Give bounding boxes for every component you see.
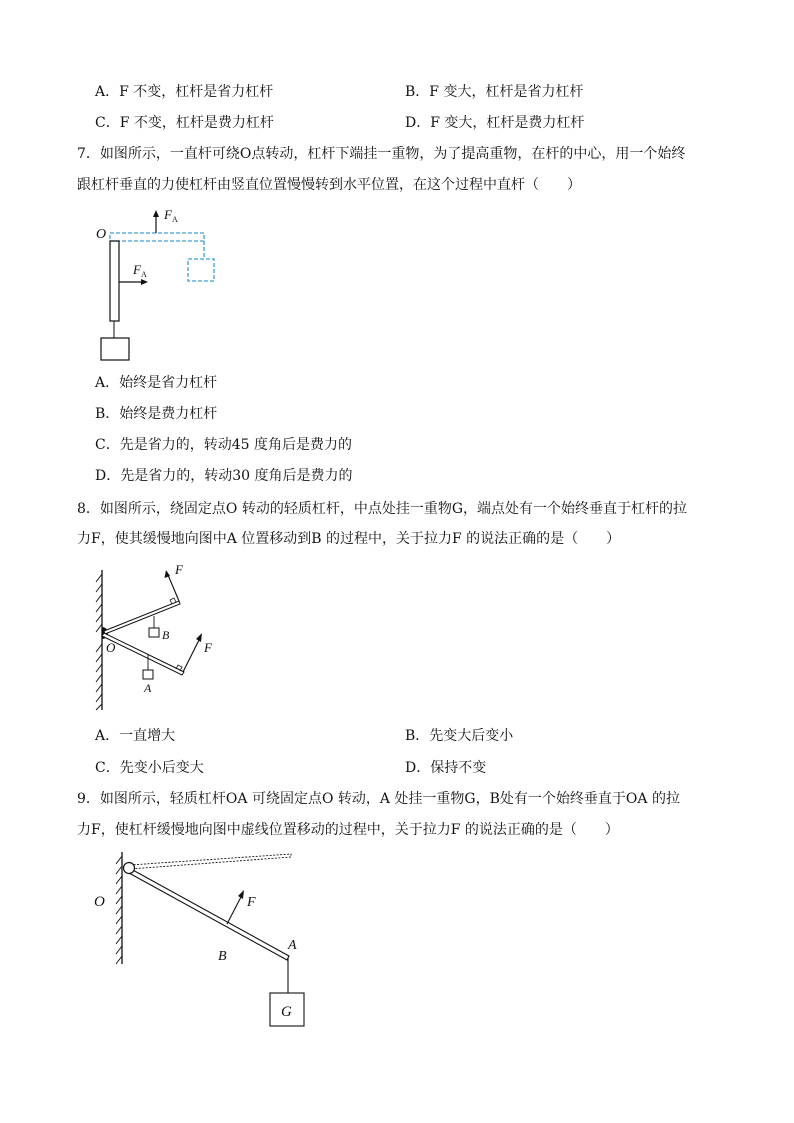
q7-dashed-lever: [110, 233, 204, 241]
q8-weight-a: [143, 670, 153, 679]
q8-label-a: A: [144, 681, 152, 695]
q9-force: [227, 895, 242, 924]
q8-pivot-label: O: [106, 640, 116, 655]
q7-force-label-side: $F_A$: [133, 262, 147, 279]
q9-force-arrowhead: [238, 890, 244, 899]
q7-force-arrowhead-up: [153, 210, 159, 217]
q9-stem-line2: 力F，使杠杆缓慢地向图中虚线位置移动的过程中，关于拉力F 的说法正确的是（ ）: [77, 822, 619, 838]
q6-option-a: A．F 不变，杠杆是省力杠杆: [95, 84, 274, 100]
q9-pivot: [124, 863, 135, 874]
q9-label-a: A: [288, 938, 297, 953]
q8-option-d: D．保持不变: [405, 760, 487, 776]
q8-wall-hatching: [96, 574, 102, 710]
q7-option-c: C．先是省力的，转动45 度角后是费力的: [95, 437, 352, 453]
q7-option-a: A．始终是省力杠杆: [95, 375, 218, 391]
q8-force-b: [168, 575, 179, 601]
q9-wall-hatching: [116, 856, 122, 964]
q7-vertical-rod: [110, 241, 119, 321]
q8-figure: [90, 560, 230, 715]
q9-lever: [129, 869, 289, 960]
q8-force-a-arrowhead: [196, 633, 202, 642]
q9-weight-label: G: [281, 1004, 292, 1020]
q9-force-label: F: [247, 895, 256, 910]
q9-dashed-lever: [130, 854, 291, 869]
q8-force-a-label: F: [204, 640, 212, 655]
q6-option-c: C．F 不变，杠杆是费力杠杆: [95, 115, 274, 131]
q7-weight: [101, 338, 129, 360]
q8-option-b: B．先变大后变小: [405, 728, 514, 744]
q9-stem-line1: 9．如图所示，轻质杠杆OA 可绕固定点O 转动，A 处挂一重物G，B处有一个始终垂直于OA 的拉: [77, 791, 680, 807]
q8-force-b-label: F: [175, 562, 183, 577]
q7-dashed-weight: [188, 259, 214, 281]
q8-option-a: A．一直增大: [95, 728, 176, 744]
q8-option-c: C．先变小后变大: [95, 760, 204, 776]
q7-force-label-top: $F_A$: [164, 207, 178, 224]
q7-force-arrowhead-right: [141, 279, 148, 285]
q8-weight-b: [149, 628, 159, 637]
q7-option-d: D．先是省力的，转动30 度角后是费力的: [95, 468, 353, 484]
q7-stem-line2: 跟杠杆垂直的力使杠杆由竖直位置慢慢转到水平位置，在这个过程中直杆（ ）: [77, 177, 581, 193]
q8-stem-line1: 8．如图所示，绕固定点O 转动的轻质杠杆，中点处挂一重物G，端点处有一个始终垂直于杠杆的拉: [77, 501, 688, 517]
q7-stem-line1: 7．如图所示，一直杆可绕O点转动，杠杆下端挂一重物，为了提高重物，在杆的中心，用一个始终: [77, 146, 686, 162]
q9-pivot-label: O: [94, 894, 105, 910]
q9-label-b: B: [218, 949, 227, 964]
q8-stem-line2: 力F，使其缓慢地向图中A 位置移动到B 的过程中，关于拉力F 的说法正确的是（ ）: [77, 531, 621, 547]
q7-option-b: B．始终是费力杠杆: [95, 406, 218, 422]
q6-option-d: D．F 变大，杠杆是费力杠杆: [405, 115, 585, 131]
q7-pivot-label: O: [96, 227, 107, 242]
q6-option-b: B．F 变大，杠杆是省力杠杆: [405, 84, 584, 100]
q9-figure: [88, 848, 308, 1033]
q7-figure: [92, 204, 232, 364]
q8-label-b: B: [162, 628, 170, 642]
q8-force-a: [183, 638, 200, 672]
